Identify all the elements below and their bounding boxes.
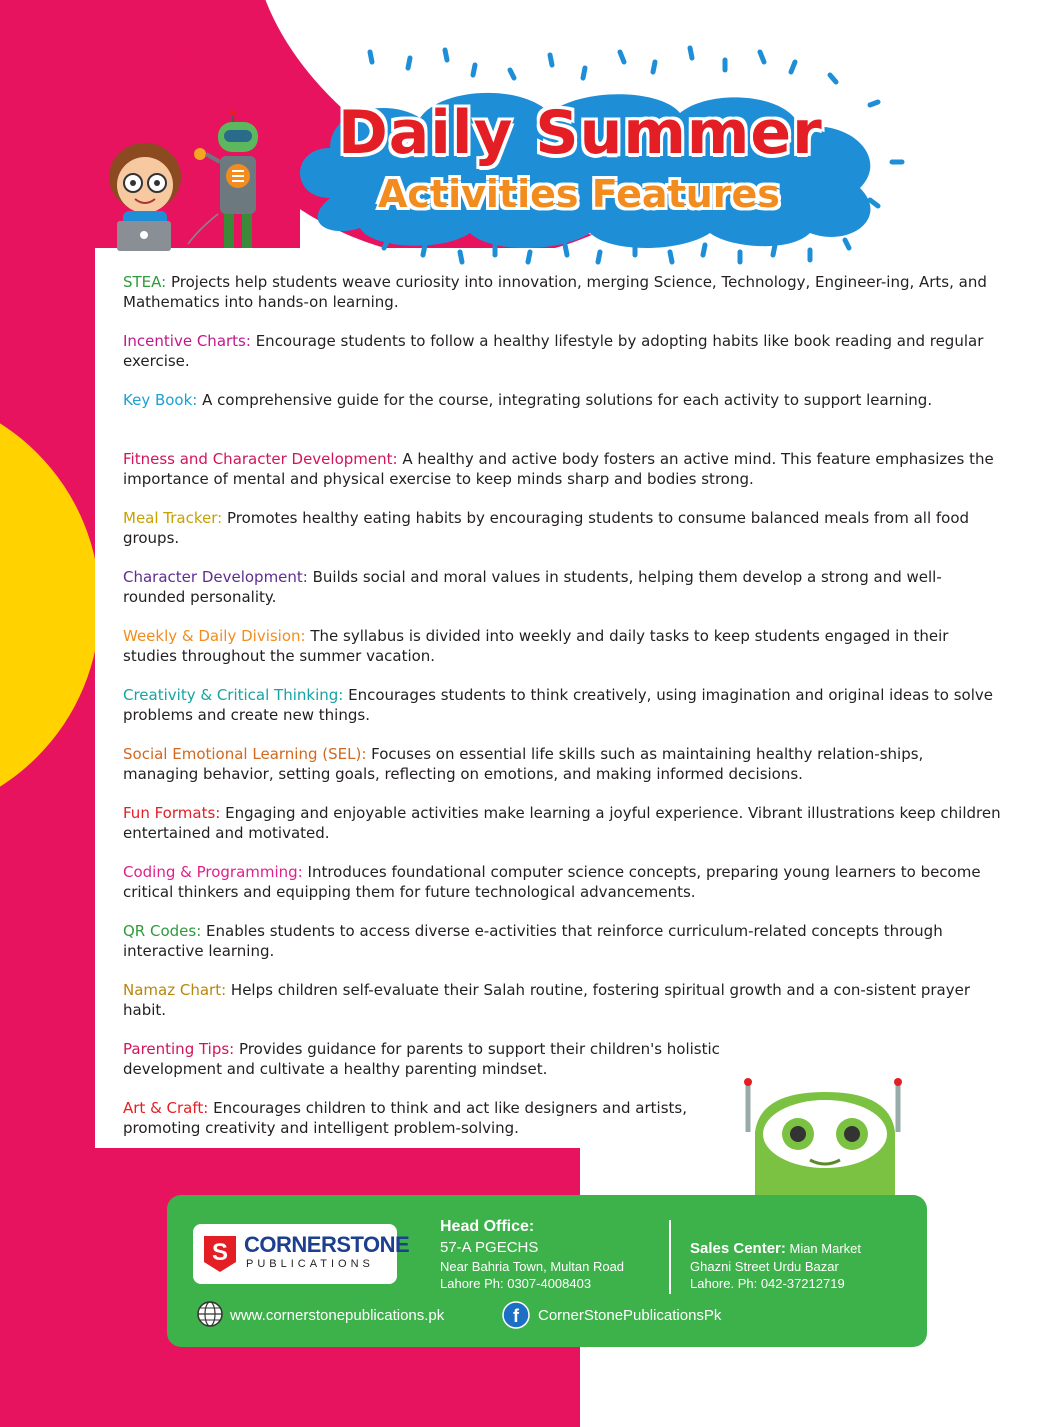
- feature-fitness-character: [123, 449, 1003, 508]
- feature-creativity-critical-thinking: [123, 685, 1003, 744]
- facebook-icon: [502, 1301, 530, 1329]
- feature-text: Engaging and enjoyable activities make learning a joyful experience. Vibrant illustrations keep children entertained and motivated.: [123, 804, 1001, 842]
- feature-label: Creativity & Critical Thinking:: [123, 686, 344, 704]
- svg-text:S: S: [211, 1239, 229, 1266]
- svg-text:f: f: [513, 1306, 519, 1326]
- head-office-address-1: 57-A PGECHS: [440, 1239, 539, 1256]
- title-line-1: Daily Summer: [338, 98, 823, 168]
- feature-text: Promotes healthy eating habits by encouraging students to consume balanced meals from all food groups.: [123, 509, 970, 547]
- feature-label: Art & Craft:: [123, 1099, 209, 1117]
- feature-qr-codes: [123, 921, 1003, 980]
- feature-label: Weekly & Daily Division:: [123, 627, 306, 645]
- feature-label: QR Codes:: [123, 922, 202, 940]
- feature-label: Parenting Tips:: [123, 1040, 235, 1058]
- sales-center-phone: Lahore. Ph: 042-37212719: [690, 1276, 845, 1291]
- feature-label: Fitness and Character Development:: [123, 450, 398, 468]
- logo-subtitle: PUBLICATIONS: [246, 1258, 374, 1270]
- feature-label: Coding & Programming:: [123, 863, 303, 881]
- sales-center-title: Sales Center:: [690, 1240, 786, 1257]
- feature-text: Projects help students weave curiosity into innovation, merging Science, Technology, Engineer-ing, Arts, and Mathematics into hands-on learning.: [123, 273, 987, 311]
- feature-label: Character Development:: [123, 568, 308, 586]
- facebook-link[interactable]: CornerStonePublicationsPk: [538, 1307, 722, 1324]
- feature-text: Encourages students to think creatively, using imagination and original ideas to solve problems and create new things.: [123, 686, 993, 724]
- sales-center-market: Mian Market: [785, 1241, 862, 1256]
- feature-label: Fun Formats:: [123, 804, 221, 822]
- feature-label: Social Emotional Learning (SEL):: [123, 745, 367, 763]
- feature-text: Enables students to access diverse e-activities that reinforce curriculum-related concepts through interactive learning.: [123, 922, 943, 960]
- feature-coding-programming: [123, 862, 1003, 921]
- feature-text: Focuses on essential life skills such as maintaining healthy relation-ships, managing behavior, setting goals, reflecting on emotions, and making informed decisions.: [123, 745, 924, 783]
- feature-text: Builds social and moral values in students, helping them develop a strong and well-rounded personality.: [123, 568, 942, 606]
- robot-top-illustration: [178, 110, 278, 260]
- sales-center: [690, 1240, 861, 1257]
- title-line-2: Activities Features: [378, 172, 780, 216]
- feature-text: Introduces foundational computer science concepts, preparing young learners to become critical thinkers and equipping them for future technological advancements.: [123, 863, 981, 901]
- feature-label: Key Book:: [123, 391, 198, 409]
- feature-text: Helps children self-evaluate their Salah routine, fostering spiritual growth and a con-sistent prayer habit.: [123, 981, 971, 1019]
- feature-text: A comprehensive guide for the course, integrating solutions for each activity to support learning.: [197, 391, 933, 409]
- feature-namaz-chart: [123, 980, 1003, 1039]
- feature-text: Encourage students to follow a healthy lifestyle by adopting habits like book reading and regular exercise.: [123, 332, 984, 370]
- feature-label: Meal Tracker:: [123, 509, 223, 527]
- head-office-phone: Lahore Ph: 0307-4008403: [440, 1276, 592, 1291]
- feature-text: Provides guidance for parents to support their children's holistic development and cultivate a healthy parenting mindset.: [123, 1040, 720, 1078]
- feature-art-craft: [123, 1098, 723, 1157]
- website-link[interactable]: www.cornerstonepublications.pk: [230, 1307, 445, 1324]
- feature-text: The syllabus is divided into weekly and daily tasks to keep students engaged in their studies throughout the summer vacation.: [123, 627, 949, 665]
- features-list: [123, 272, 1003, 1157]
- feature-incentive-charts: [123, 331, 1003, 390]
- globe-icon: [196, 1300, 224, 1328]
- feature-meal-tracker: [123, 508, 1003, 567]
- feature-character-development: [123, 567, 1003, 626]
- head-office-address-2: Near Bahria Town, Multan Road: [440, 1259, 625, 1274]
- feature-label: STEA:: [123, 273, 167, 291]
- feature-text: Encourages children to think and act like designers and artists, promoting creativity and intelligent problem-solving.: [123, 1099, 687, 1137]
- header: [0, 0, 1056, 260]
- logo-name: CORNERSTONE: [244, 1232, 410, 1257]
- sales-center-address: Ghazni Street Urdu Bazar: [690, 1259, 839, 1274]
- feature-sel: [123, 744, 1003, 803]
- footer-divider: [669, 1220, 671, 1294]
- robot-bottom-illustration: [730, 1072, 920, 1202]
- feature-text: A healthy and active body fosters an active mind. This feature emphasizes the importance of mental and physical exercise to keep minds sharp and bodies strong.: [123, 450, 994, 488]
- feature-parenting-tips: [123, 1039, 743, 1098]
- feature-fun-formats: [123, 803, 1003, 862]
- feature-label: Incentive Charts:: [123, 332, 251, 350]
- head-office-title: Head Office:: [440, 1218, 535, 1235]
- feature-key-book: [123, 390, 1003, 449]
- cornerstone-logo-icon: [200, 1232, 240, 1274]
- feature-label: Namaz Chart:: [123, 981, 227, 999]
- feature-stea: [123, 272, 1003, 331]
- feature-weekly-daily-division: [123, 626, 1003, 685]
